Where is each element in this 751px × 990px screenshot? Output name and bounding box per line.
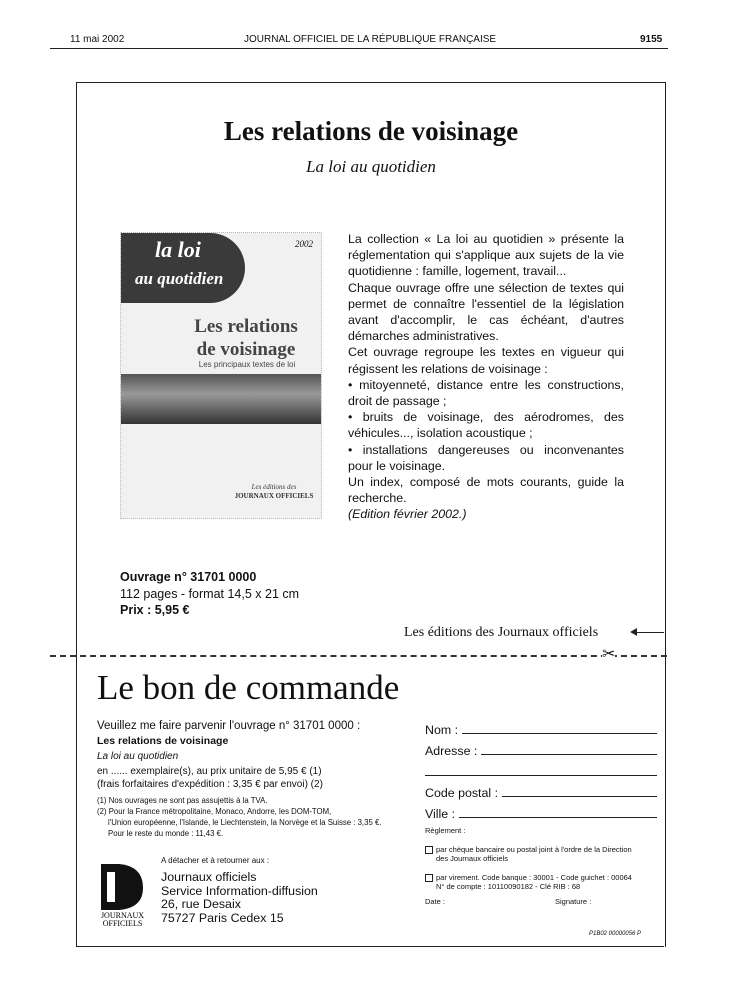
address-line: Service Information-diffusion xyxy=(161,883,318,898)
address-field[interactable] xyxy=(425,737,657,758)
cover-publisher-line2: JOURNAUX OFFICIELS xyxy=(234,492,314,500)
payment-option-transfer[interactable] xyxy=(425,873,657,891)
postal-code-label: Code postal : xyxy=(425,786,499,800)
product-price: Prix : 5,95 € xyxy=(120,603,190,617)
header-rule xyxy=(50,48,668,49)
address-input-line-2[interactable] xyxy=(425,775,657,776)
address-line: 75727 Paris Cedex 15 xyxy=(161,910,284,925)
name-label: Nom : xyxy=(425,723,459,737)
cheque-text-line2: des Journaux officiels xyxy=(436,854,508,863)
address-field-extra[interactable] xyxy=(425,758,657,779)
description-line: La collection « La loi au quotidien » présente la réglementation qui s'applique aux sujets de la vie quotidienne : famille, logement, travail... xyxy=(348,232,624,279)
print-code: P1B02 00000056 P xyxy=(589,931,642,937)
payment-option-cheque[interactable] xyxy=(425,845,657,863)
return-label: A détacher et à retourner aux : xyxy=(161,856,270,865)
order-details xyxy=(97,719,417,839)
page-title: Les relations de voisinage xyxy=(223,116,519,146)
city-label: Ville : xyxy=(425,807,456,821)
city-field[interactable] xyxy=(425,800,657,821)
product-reference: Ouvrage n° 31701 0000 xyxy=(120,570,257,584)
journaux-officiels-logo xyxy=(97,858,148,928)
cover-photo xyxy=(121,374,321,424)
postal-code-field[interactable] xyxy=(425,779,657,800)
cover-tagline: Les principaux textes de loi xyxy=(198,360,296,369)
description-line: Un index, composé de mots courants, guide la recherche. xyxy=(348,475,624,506)
header-date: 11 mai 2002 xyxy=(70,34,125,45)
note-2-line3: Pour le reste du monde : 11,43 €. xyxy=(108,829,224,838)
cheque-checkbox[interactable] xyxy=(425,846,433,854)
product-details: 112 pages - format 14,5 x 21 cm xyxy=(120,586,300,601)
order-book-title: Les relations de voisinage xyxy=(97,735,229,747)
description-line: Chaque ouvrage offre une sélection de textes qui permet de connaître l'essentiel de la législation avant d'accomplir, le cas échéant, d'autres démarches administratives. xyxy=(348,280,624,344)
order-quantity-line: en ...... exemplaire(s), au prix unitaire de 5,95 € (1) xyxy=(97,766,322,777)
frame-bottom-rule xyxy=(76,946,664,947)
order-collection: La loi au quotidien xyxy=(97,751,179,762)
page-number: 9155 xyxy=(640,34,663,45)
collection-logo xyxy=(121,233,245,303)
cover-year: 2002 xyxy=(295,239,313,249)
arrow-icon xyxy=(632,632,664,633)
product-info xyxy=(120,569,299,619)
book-cover xyxy=(120,232,322,519)
transfer-text-line1: par virement. Code banque : 30001 - Code guichet : 00064 xyxy=(436,873,632,882)
cut-line xyxy=(50,655,667,657)
order-form-heading: Le bon de commande xyxy=(97,668,400,707)
editions-label: Les éditions des Journaux officiels xyxy=(404,625,599,640)
date-label: Date : xyxy=(425,897,446,906)
description-line: Cet ouvrage regroupe les textes en vigueur qui régissent les relations de voisinage : xyxy=(348,345,624,376)
return-address xyxy=(161,856,318,925)
payment-label: Règlement : xyxy=(425,826,466,835)
description-line: • installations dangereuses ou inconvenantes pour le voisinage. xyxy=(348,442,624,473)
transfer-text-line2: N° de compte : 10110090182 - Clé RIB : 68 xyxy=(436,882,581,891)
date-signature-row xyxy=(425,897,657,907)
cover-publisher-line1: Les éditions des xyxy=(251,483,297,491)
cover-publisher xyxy=(231,483,317,501)
note-2-line2: l'Union européenne, l'Islande, le Liechtenstein, la Norvège et la Suisse : 3,35 €. xyxy=(108,818,382,827)
description-line: • bruits de voisinage, des aérodromes, des véhicules..., isolation acoustique ; xyxy=(348,410,624,441)
order-notes xyxy=(97,795,417,839)
note-1: (1) Nos ouvrages ne sont pas assujettis à la TVA. xyxy=(97,796,268,805)
name-input-line[interactable] xyxy=(462,733,657,734)
name-field[interactable] xyxy=(425,716,657,737)
book-description xyxy=(348,231,624,523)
journal-title: JOURNAL OFFICIEL DE LA RÉPUBLIQUE FRANÇAISE xyxy=(244,34,497,45)
cover-title-line1: Les relations xyxy=(194,316,298,337)
page-subtitle: La loi au quotidien xyxy=(306,157,436,176)
logo-line1: la loi xyxy=(155,237,201,262)
customer-form xyxy=(425,716,657,907)
transfer-checkbox[interactable] xyxy=(425,874,433,882)
signature-label: Signature : xyxy=(555,897,592,906)
city-input-line[interactable] xyxy=(459,817,657,818)
order-request: Veuillez me faire parvenir l'ouvrage n° 31701 0000 : xyxy=(97,720,361,732)
address-line: 26, rue Desaix xyxy=(161,897,241,911)
postal-code-input-line[interactable] xyxy=(502,796,657,797)
scissors-icon: ✂ xyxy=(602,646,616,663)
cover-title xyxy=(171,315,321,361)
logo-text-line1: JOURNAUX xyxy=(100,911,145,920)
description-line: • mitoyenneté, distance entre les constructions, droit de passage ; xyxy=(348,377,624,409)
cheque-text-line1: par chèque bancaire ou postal joint à l'ordre de la Direction xyxy=(436,845,632,854)
cover-title-line2: de voisinage xyxy=(196,339,296,360)
logo-line2: au quotidien xyxy=(135,269,224,288)
address-label: Adresse : xyxy=(425,744,478,758)
address-line: Journaux officiels xyxy=(161,870,257,884)
address-input-line[interactable] xyxy=(481,754,657,755)
edition-note: (Edition février 2002.) xyxy=(348,507,467,522)
logo-text-line2: OFFICIELS xyxy=(102,919,143,928)
note-2-line1: (2) Pour la France métropolitaine, Monaco, Andorre, les DOM-TOM, xyxy=(97,807,332,816)
order-shipping-line: (frais forfaitaires d'expédition : 3,35 € par envoi) (2) xyxy=(97,779,323,790)
